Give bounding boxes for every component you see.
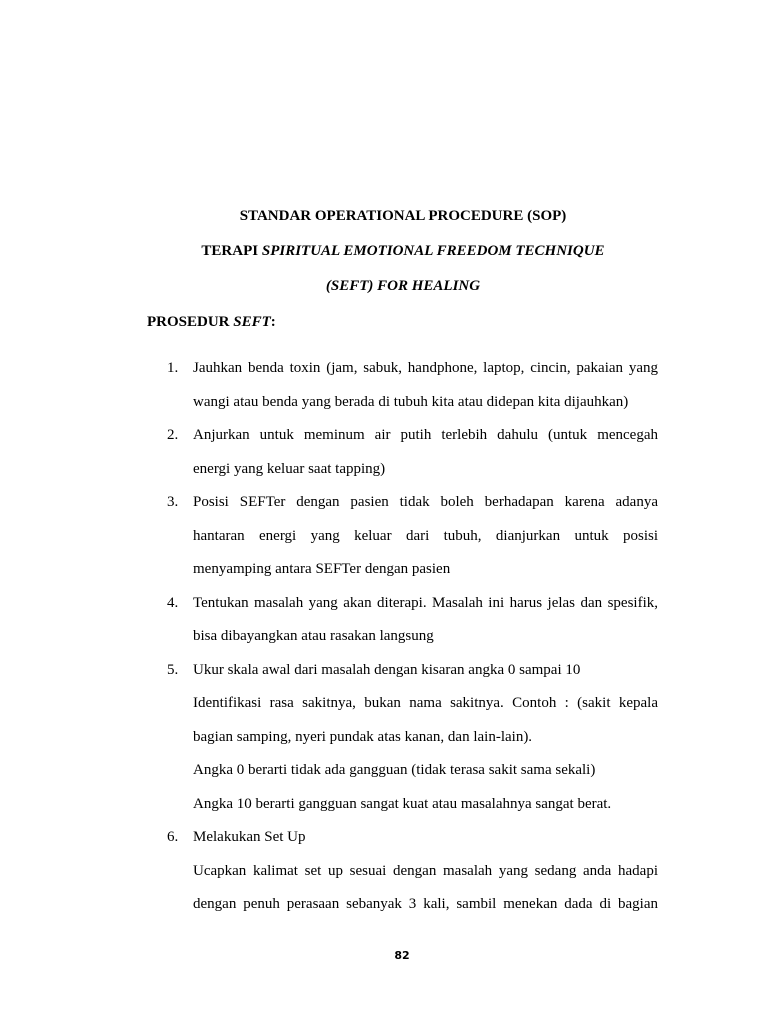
list-item-line: Angka 0 berarti tidak ada gangguan (tidak terasa sakit sama sekali) bbox=[193, 762, 596, 778]
list-item-line: bagian samping, nyeri pundak atas kanan, dan lain-lain). bbox=[193, 728, 533, 745]
list-item-line: Angka 10 berarti gangguan sangat kuat atau masalahnya sangat berat. bbox=[193, 795, 612, 812]
list-item bbox=[147, 587, 658, 654]
list-item bbox=[147, 486, 658, 587]
list-item-line: Posisi SEFTer dengan pasien tidak boleh berhadapan karena adanya bbox=[193, 494, 658, 510]
list-item-line: energi yang keluar saat tapping) bbox=[193, 460, 386, 477]
page-number: 82 bbox=[394, 949, 410, 962]
list-item-line: Identifikasi rasa sakitnya, bukan nama sakitnya. Contoh : (sakit kepala bbox=[193, 695, 658, 711]
title-line-3-text: (SEFT) FOR HEALING bbox=[325, 278, 481, 294]
title-line-2-prefix: TERAPI bbox=[201, 243, 262, 259]
list-item-line: bisa dibayangkan atau rasakan langsung bbox=[193, 628, 434, 644]
section-heading bbox=[147, 313, 276, 331]
title-line-2-italic: SPIRITUAL EMOTIONAL FREEDOM TECHNIQUE bbox=[261, 243, 605, 259]
list-item-number: 6. bbox=[167, 829, 179, 845]
list-item-number: 5. bbox=[167, 661, 179, 678]
list-item-line: menyamping antara SEFTer dengan pasien bbox=[193, 561, 451, 577]
section-heading-suffix: : bbox=[270, 314, 276, 330]
title-line-2 bbox=[0, 242, 768, 260]
list-item-line: Ucapkan kalimat set up sesuai dengan masalah yang sedang anda hadapi bbox=[193, 862, 658, 879]
title-line-3 bbox=[0, 277, 768, 295]
list-item bbox=[147, 821, 658, 922]
list-item-line: Jauhkan benda toxin (jam, sabuk, handphone, laptop, cincin, pakaian yang bbox=[193, 360, 658, 376]
list-item bbox=[147, 654, 658, 822]
list-item-line: hantaran energi yang keluar dari tubuh, dianjurkan untuk posisi bbox=[193, 527, 658, 544]
section-heading-prefix: PROSEDUR bbox=[147, 314, 234, 330]
list-item-line: Ukur skala awal dari masalah dengan kisaran angka 0 sampai 10 bbox=[193, 661, 581, 678]
list-item-number: 2. bbox=[167, 427, 179, 443]
title-line-1: STANDAR OPERATIONAL PROCEDURE (SOP) bbox=[239, 208, 567, 224]
list-item-line: dengan penuh perasaan sebanyak 3 kali, sambil menekan dada di bagian bbox=[193, 896, 658, 912]
list-item-number: 3. bbox=[167, 494, 179, 510]
list-item-line: wangi atau benda yang berada di tubuh kita atau didepan kita dijauhkan) bbox=[193, 393, 629, 410]
list-item-number: 1. bbox=[167, 360, 179, 376]
list-item-line: Tentukan masalah yang akan diterapi. Masalah ini harus jelas dan spesifik, bbox=[193, 594, 658, 611]
list-item bbox=[147, 352, 658, 419]
procedure-list bbox=[147, 352, 658, 922]
list-item bbox=[147, 419, 658, 486]
list-item-line: Melakukan Set Up bbox=[193, 829, 306, 845]
list-item-line: Anjurkan untuk meminum air putih terlebih dahulu (untuk mencegah bbox=[193, 427, 658, 443]
section-heading-italic: SEFT bbox=[233, 314, 271, 330]
list-item-number: 4. bbox=[167, 594, 179, 611]
